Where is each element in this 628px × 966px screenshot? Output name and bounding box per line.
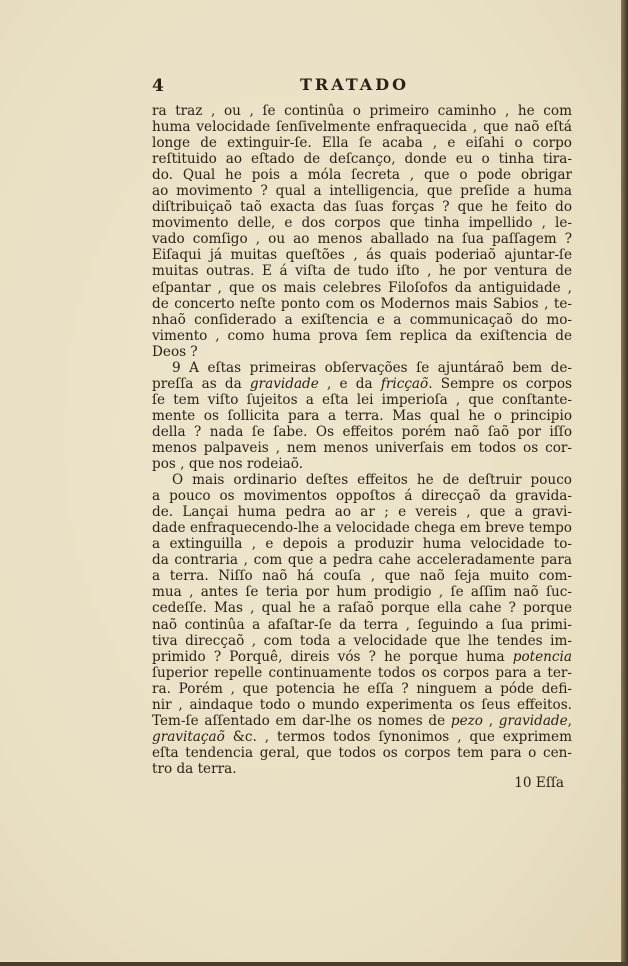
italic-term: gravitaçaõ: [152, 728, 225, 745]
text-run: vimento , como huma prova ſem replica da exiſtencia de: [152, 327, 572, 344]
italic-term: gravidade: [249, 375, 319, 392]
page-edge-right: [621, 0, 628, 966]
text-run: tiva direcçaõ , com toda a velocidade que lhe tendes im-: [152, 632, 572, 649]
text-line: [152, 440, 572, 456]
text-line: [152, 681, 572, 697]
text-line: [152, 649, 572, 665]
text-line: [152, 215, 572, 231]
text-run: mua , antes ſe teria por hum prodigio , ſe aſſim naõ ſuc-: [152, 584, 572, 601]
text-run: ao movimento ? qual a intelligencia, que preſide a huma: [152, 183, 572, 200]
text-run: 9 A eſtas primeiras obſervações ſe ajuntáraõ bem de-: [172, 359, 572, 376]
text-line: [152, 424, 572, 440]
text-line: [152, 745, 572, 761]
text-run: vado comſigo , ou ao menos aballado na ſua paſſagem ?: [152, 231, 572, 248]
text-run: ra. Porém , que potencia he eſſa ? ninguem a póde defi-: [152, 680, 572, 697]
text-run: de. Lançai huma pedra ao ar ; e vereis , que a gravi-: [152, 504, 572, 521]
text-line: [152, 119, 572, 135]
text-line: [152, 263, 572, 279]
text-line: [152, 135, 572, 151]
text-run: menos palpaveis , nem menos univerſais em todos os cor-: [152, 439, 572, 456]
text-run: ſuperior repelle continuamente todos os corpos para a ter-: [152, 664, 572, 681]
text-run: primido ? Porquê, direis vós ? he porque huma: [152, 648, 513, 665]
text-line: [152, 729, 572, 745]
text-line: [152, 167, 572, 183]
text-line: [152, 665, 572, 681]
text-run: nhaõ conſiderado a exiſtencia e a communicaçaõ do mo-: [152, 311, 572, 328]
text-run: a terra. Niſſo naõ há couſa , que naõ ſeja muito com-: [152, 568, 572, 585]
text-run: Eiſaqui já muitas queſtões , ás quais poderiaõ ajuntar-ſe: [152, 247, 572, 264]
italic-term: pezo: [450, 712, 483, 729]
text-run: della ? nada ſe ſabe. Os effeitos porém naõ ſaõ por iſſo: [152, 423, 572, 440]
text-run: longe de extinguir-ſe. Ella ſe acaba , e eiſahi o corpo: [152, 135, 572, 152]
text-run: reſtituido ao eſtado de deſcanço, donde eu o tinha tira-: [152, 151, 572, 168]
text-line: [152, 392, 572, 408]
text-run: &c. , termos todos ſynonimos , que exprimem: [224, 728, 572, 745]
text-line: [152, 376, 572, 392]
text-run: ra traz , ou , ſe continûa o primeiro caminho , he com: [152, 103, 572, 119]
text-run: . Sempre os corpos: [428, 375, 572, 392]
text-run: eſta tendencia geral, que todos os corpos tem para o cen-: [152, 744, 572, 761]
text-line: [152, 296, 572, 312]
text-run: nir , aindaque todo o mundo experimenta os ſeus effeitos.: [152, 696, 572, 713]
text-run: da contraria , com que a pedra cahe acceleradamente para: [152, 552, 572, 569]
text-line: [152, 584, 572, 600]
text-run: do. Qual he pois a móla ſecreta , que o pode obrigar: [152, 167, 572, 184]
text-run: preſſa as da: [152, 375, 250, 392]
text-line: [152, 761, 572, 777]
italic-term: fricçaõ: [380, 375, 429, 392]
text-run: Tem-ſe aſſentado em dar-lhe os nomes de: [152, 712, 451, 729]
text-line: [152, 536, 572, 552]
text-line: [152, 568, 572, 584]
text-line: [152, 633, 572, 649]
text-line: [152, 344, 572, 360]
text-line: [152, 231, 572, 247]
text-run: de concerto neſte ponto com os Modernos mais Sabios , te-: [152, 295, 572, 312]
text-line: [152, 504, 572, 520]
text-line: [152, 488, 572, 504]
page-edge-bottom: [0, 962, 628, 966]
text-line: [152, 552, 572, 568]
text-line: [152, 280, 572, 296]
text-line: [152, 713, 572, 729]
text-line: [152, 247, 572, 263]
text-line: [152, 697, 572, 713]
text-run: Deos ?: [152, 343, 198, 360]
text-run: , e da: [318, 375, 381, 392]
text-run: eſpantar , que os mais celebres Filoſofos da antiguidade ,: [152, 279, 572, 296]
text-run: huma velocidade ſenſivelmente enfraquecida , que naõ eſtá: [152, 119, 572, 136]
text-line: [152, 360, 572, 376]
text-run: O mais ordinario deſtes effeitos he de deſtruir pouco: [172, 472, 572, 489]
italic-term: gravidade: [498, 712, 568, 729]
page-number: 4: [152, 76, 164, 96]
text-run: movimento delle, e dos corpos que tinha impellido , le-: [152, 215, 572, 232]
text-run: muitas outras. E á viſta de tudo iſto , he por ventura de: [152, 263, 572, 280]
text-run: ,: [482, 712, 499, 729]
text-line: [152, 408, 572, 424]
text-run: ,: [567, 712, 572, 729]
text-run: mente os ſollicita para a terra. Mas qual he o principio: [152, 407, 572, 424]
text-line: [152, 600, 572, 616]
text-line: [152, 183, 572, 199]
text-line: [152, 199, 572, 215]
text-run: diſtribuiçaõ taõ exacta das ſuas forças ? que he feito do: [152, 199, 572, 216]
text-line: [152, 328, 572, 344]
text-run: tro da terra.: [152, 760, 237, 777]
italic-term: potencia: [512, 648, 572, 665]
text-run: a extinguilla , e depois a produzir huma velocidade to-: [152, 536, 572, 553]
text-line: [152, 520, 572, 536]
text-line: [152, 151, 572, 167]
page-body-text: [152, 103, 572, 777]
text-run: dade enfraquecendo-lhe a velocidade chega em breve tempo: [152, 520, 572, 537]
text-line: [152, 617, 572, 633]
text-run: a pouco os movimentos oppoſtos á direcçaõ da gravida-: [152, 488, 572, 505]
text-line: [152, 312, 572, 328]
text-run: ſe tem viſto ſujeitos a eſta lei imperioſa , que conſtante-: [152, 391, 572, 408]
text-line: [152, 456, 572, 472]
text-run: cedeſſe. Mas , qual he a raſaõ porque ella cahe ? porque: [152, 600, 572, 617]
text-line: [152, 472, 572, 488]
text-run: naõ continûa a afaſtar-ſe da terra , ſeguindo a ſua primi-: [152, 616, 572, 633]
text-run: pos , que nos rodeiaõ.: [152, 456, 304, 473]
running-title: TRATADO: [300, 75, 409, 94]
text-line: [152, 103, 572, 119]
catchword: 10 Eſſa: [514, 775, 564, 791]
